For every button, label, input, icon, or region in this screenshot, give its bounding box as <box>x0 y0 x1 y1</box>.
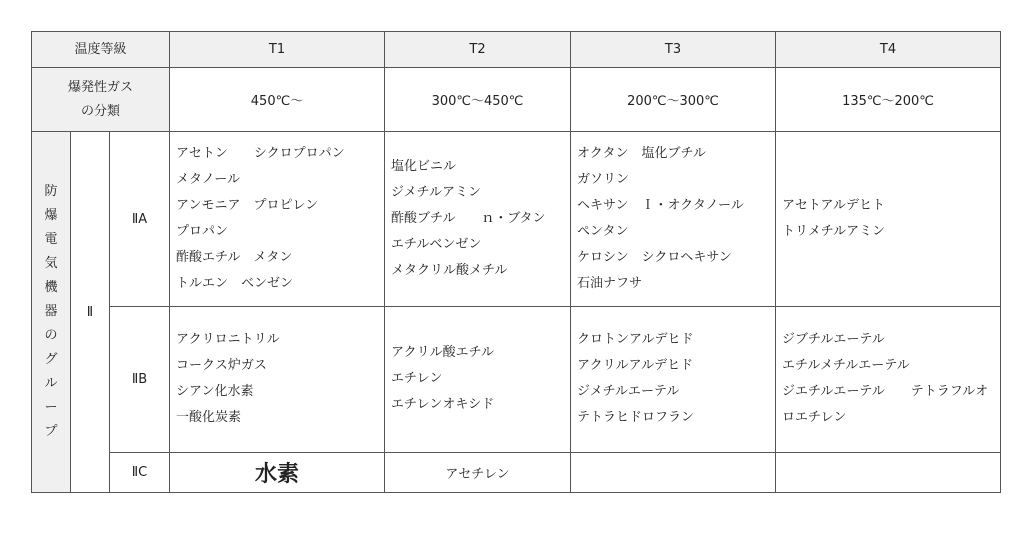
header-col-t3: T3 <box>571 32 776 68</box>
side-label-char: 気 <box>44 256 58 272</box>
gas-item: 塩化ビニル <box>391 159 457 175</box>
gas-item: クロトンアルデヒド <box>577 332 694 348</box>
gas-item: メタノール <box>176 172 240 188</box>
gas-item: ジブチルエーテル <box>782 332 885 348</box>
group-label: Ⅱ <box>71 132 110 493</box>
gas-item: ジエチルエーテル テトラフルオ <box>782 384 989 400</box>
cell-iic-t1: 水素 <box>170 452 385 492</box>
range-t2: 300℃～450℃ <box>385 68 571 132</box>
cell-iib-t4 <box>776 307 1001 453</box>
subgroup-label-iic: ⅡC <box>110 452 170 492</box>
cell-iic-t3 <box>571 452 776 492</box>
cell-iic-t4 <box>776 452 1001 492</box>
header-temp-class: 温度等級 <box>32 32 170 68</box>
cell-iia-t3 <box>571 132 776 307</box>
header-col-t4: T4 <box>776 32 1001 68</box>
gas-item: ケロシン シクロヘキサン <box>577 250 732 266</box>
cell-iib-t2 <box>385 307 571 453</box>
gas-item: エチルベンゼン <box>391 237 482 253</box>
header-gas-class: 爆発性ガス の分類 <box>32 68 170 132</box>
gas-item: アセトアルデヒト <box>782 198 885 214</box>
gas-item: 石油ナフサ <box>577 276 643 292</box>
range-t3: 200℃～300℃ <box>571 68 776 132</box>
cell-iib-t1 <box>170 307 385 453</box>
gas-item: メタクリル酸メチル <box>391 263 508 279</box>
gas-item: ペンタン <box>577 224 629 240</box>
subgroup-label-iib: ⅡB <box>110 307 170 453</box>
gas-item: エチレンオキシド <box>391 397 495 413</box>
gas-item: ジメチルアミン <box>391 185 481 201</box>
side-label-char: の <box>44 328 58 344</box>
gas-item: アクリル酸エチル <box>391 345 494 361</box>
gas-item: アンモニア プロピレン <box>176 198 319 214</box>
side-label-char: 器 <box>44 304 58 320</box>
cell-iib-t3 <box>571 307 776 453</box>
explosion-proof-classification-table <box>31 31 1001 493</box>
gas-item: アセトン シクロプロパン <box>176 146 345 162</box>
cell-iia-t4 <box>776 132 1001 307</box>
cell-iic-t2: アセチレン <box>385 452 571 492</box>
gas-item: アクリルアルデヒド <box>577 358 694 374</box>
range-t4: 135℃～200℃ <box>776 68 1001 132</box>
gas-item: トルエン ベンゼン <box>176 276 294 292</box>
gas-item: 一酸化炭素 <box>176 410 242 426</box>
gas-item: ガソリン <box>577 172 630 188</box>
header-col-t1: T1 <box>170 32 385 68</box>
gas-item: オクタン 塩化ブチル <box>577 146 706 162</box>
gas-item: エチレン <box>391 371 443 387</box>
gas-item: ロエチレン <box>782 410 847 426</box>
side-label-char: ー <box>44 400 58 416</box>
range-t1: 450℃～ <box>170 68 385 132</box>
gas-item: コークス炉ガス <box>176 358 267 374</box>
gas-item: 酢酸エチル メタン <box>176 250 293 266</box>
gas-item: テトラヒドロフラン <box>577 410 695 426</box>
side-label-char: 機 <box>44 280 58 296</box>
gas-item: プロパン <box>176 224 229 240</box>
side-label-char: 防 <box>44 184 58 200</box>
gas-item: シアン化水素 <box>176 384 254 400</box>
side-label-char: プ <box>44 424 58 440</box>
gas-item: 酢酸ブチル ｎ・ブタン <box>391 211 546 227</box>
gas-item: ヘキサン Ｉ・オクタノール <box>577 198 744 214</box>
gas-item: エチルメチルエーテル <box>782 358 910 374</box>
subgroup-label-iia: ⅡA <box>110 132 170 307</box>
cell-iia-t2 <box>385 132 571 307</box>
gas-item: ジメチルエーテル <box>577 384 680 400</box>
side-label-equipment-group <box>32 132 71 493</box>
gas-item: トリメチルアミン <box>782 224 886 240</box>
gas-item: アクリロニトリル <box>176 332 280 348</box>
header-col-t2: T2 <box>385 32 571 68</box>
side-label-char: 電 <box>44 232 58 248</box>
cell-iia-t1 <box>170 132 385 307</box>
side-label-char: グ <box>44 352 58 368</box>
side-label-char: ル <box>44 376 58 392</box>
side-label-char: 爆 <box>44 208 58 224</box>
